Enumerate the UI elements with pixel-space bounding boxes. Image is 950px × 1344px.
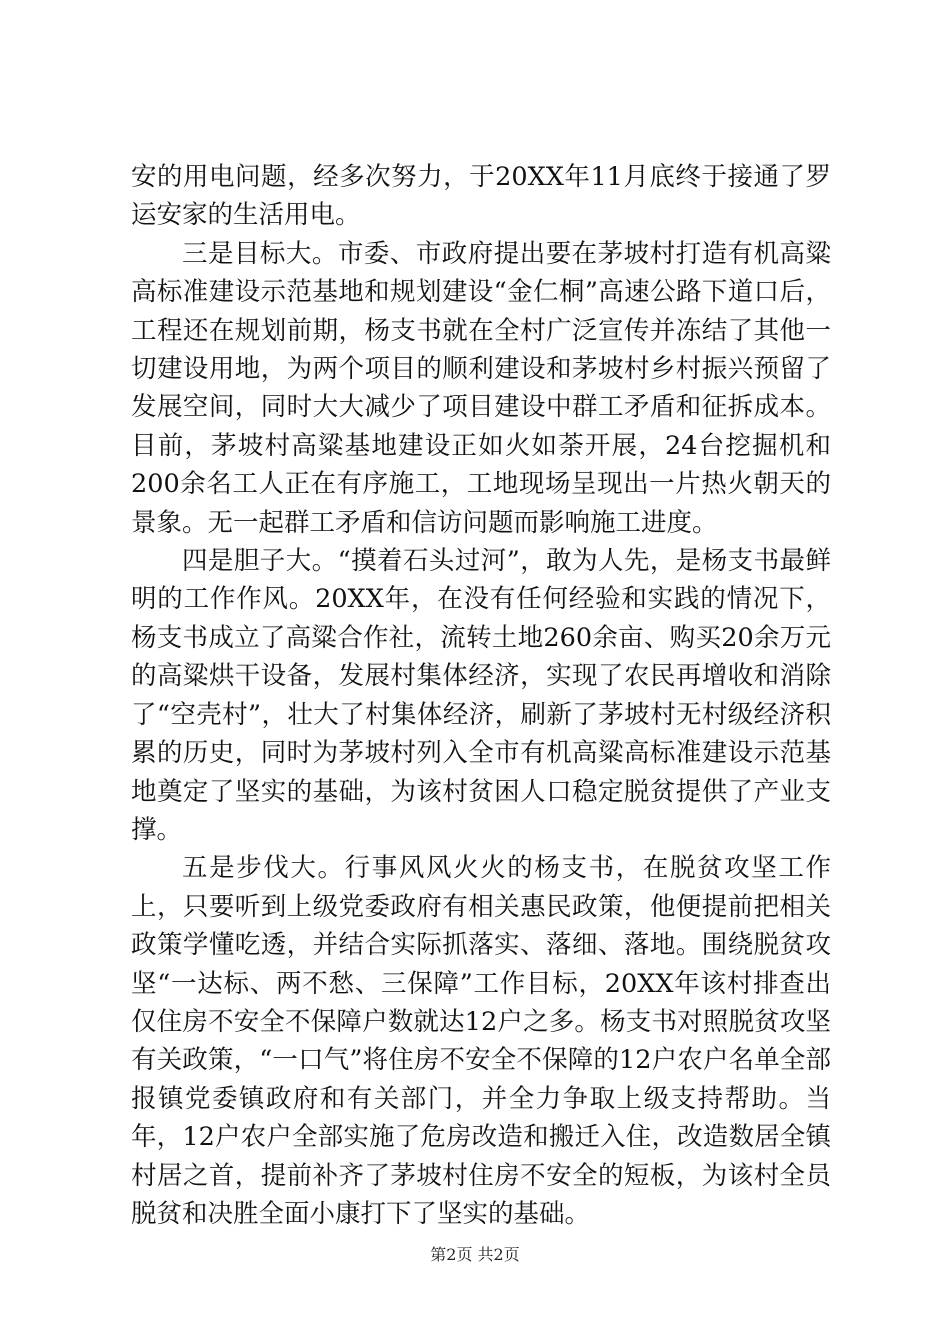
paragraph-continuation: 安的用电问题，经多次努力，于20XX年11月底终于接通了罗运安家的生活用电。 <box>131 162 831 231</box>
document-body <box>131 158 831 1233</box>
paragraph-pace: 五是步伐大。行事风风火火的杨支书，在脱贫攻坚工作上，只要听到上级党委政府有相关惠民政策，他便提前把相关政策学懂吃透，并结合实际抓落实、落细、落地。围绕脱贫攻坚“一达标、两不愁、三保障”工作目标，20XX年该村排查出仅住房不安全不保障户数就达12户之多。杨支书对照脱贫攻坚有关政策，“一口气”将住房不安全不保障的12户农户名单全部报镇党委镇政府和有关部门，并全力争取上级支持帮助。当年，12户农户全部实施了危房改造和搬迁入住，改造数居全镇村居之首，提前补齐了茅坡村住房不安全的短板，为该村全员脱贫和决胜全面小康打下了坚实的基础。 <box>131 853 831 1229</box>
paragraph-courage: 四是胆子大。“摸着石头过河”，敢为人先，是杨支书最鲜明的工作作风。20XX年，在没有任何经验和实践的情况下，杨支书成立了高粱合作社，流转土地260余亩、购买20余万元的高粱烘干设备，发展村集体经济，实现了农民再增收和消除了“空壳村”，壮大了村集体经济，刷新了茅坡村无村级经济积累的历史，同时为茅坡村列入全市有机高粱高标准建设示范基地奠定了坚实的基础，为该村贫困人口稳定脱贫提供了产业支撑。 <box>131 546 831 845</box>
paragraph-goal: 三是目标大。市委、市政府提出要在茅坡村打造有机高粱高标准建设示范基地和规划建设“金仁桐”高速公路下道口后，工程还在规划前期，杨支书就在全村广泛宣传并冻结了其他一切建设用地，为两个项目的顺利建设和茅坡村乡村振兴预留了发展空间，同时大大减少了项目建设中群工矛盾和征拆成本。目前，茅坡村高粱基地建设正如火如荼开展，24台挖掘机和200余名工人正在有序施工，工地现场呈现出一片热火朝天的景象。无一起群工矛盾和信访问题而影响施工进度。 <box>131 238 831 538</box>
page-footer: 第2页 共2页 <box>430 1245 520 1264</box>
